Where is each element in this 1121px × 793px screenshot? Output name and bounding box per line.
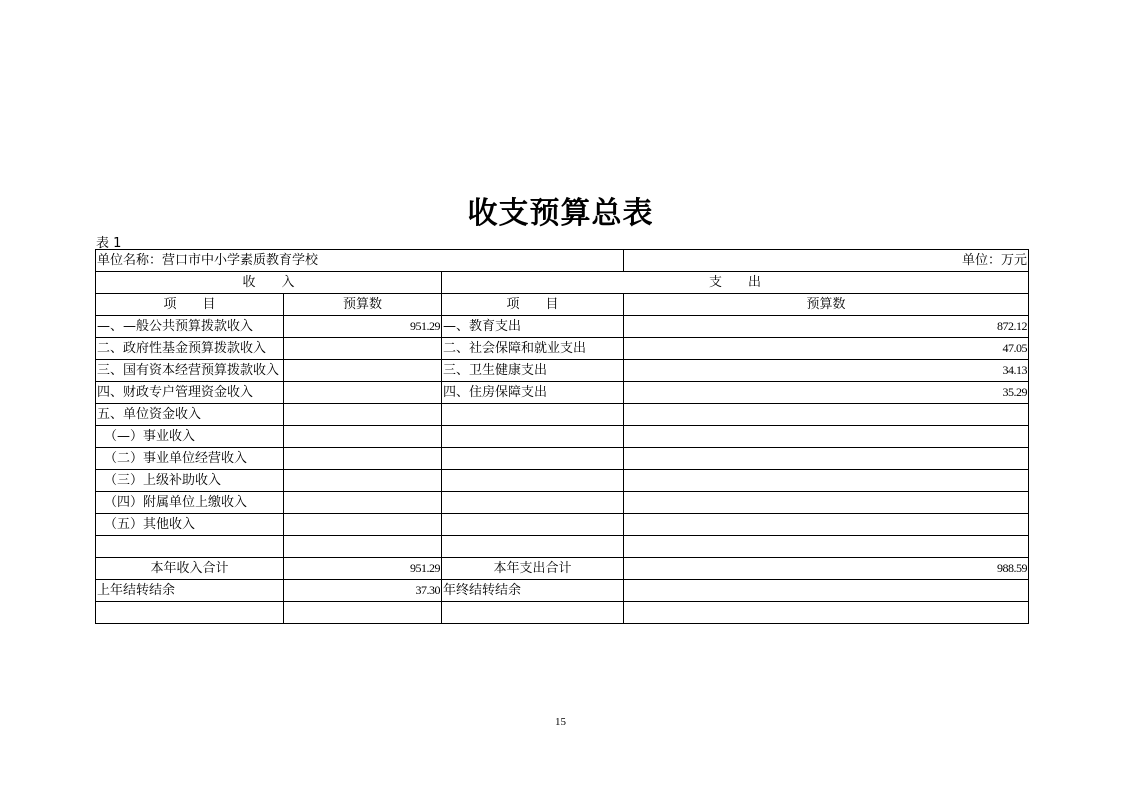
expense-value: 872.12 — [624, 316, 1029, 338]
table-row — [96, 514, 1029, 536]
budget-summary-table — [95, 249, 1029, 624]
income-value — [284, 514, 442, 536]
expense-item — [442, 470, 624, 492]
income-item: 二、政府性基金预算拨款收入 — [96, 338, 284, 360]
expense-value — [624, 470, 1029, 492]
unit-label: 单位：万元 — [624, 250, 1029, 272]
unit-name: 单位名称：营口市中小学素质教育学校 — [96, 250, 624, 272]
expense-item — [442, 448, 624, 470]
expense-value: 47.05 — [624, 338, 1029, 360]
carry-out-value — [624, 580, 1029, 602]
expense-value: 35.29 — [624, 382, 1029, 404]
income-value — [284, 470, 442, 492]
blank-cell — [284, 602, 442, 624]
income-value — [284, 382, 442, 404]
expense-section-header: 支 出 — [442, 272, 1029, 294]
table-row — [96, 404, 1029, 426]
expense-item: —、教育支出 — [442, 316, 624, 338]
expense-value — [624, 404, 1029, 426]
income-item: （四）附属单位上缴收入 — [96, 492, 284, 514]
income-value — [284, 492, 442, 514]
total-income-value: 951.29 — [284, 558, 442, 580]
expense-value — [624, 514, 1029, 536]
expense-item: 二、社会保障和就业支出 — [442, 338, 624, 360]
income-item: 四、财政专户管理资金收入 — [96, 382, 284, 404]
section-header-row — [96, 272, 1029, 294]
expense-item: 四、住房保障支出 — [442, 382, 624, 404]
total-income-label: 本年收入合计 — [96, 558, 284, 580]
income-item: —、—般公共预算拨款收入 — [96, 316, 284, 338]
income-budget-header: 预算数 — [284, 294, 442, 316]
column-header-row — [96, 294, 1029, 316]
blank-cell — [96, 602, 284, 624]
page-number: 15 — [555, 716, 566, 728]
expense-value: 34.13 — [624, 360, 1029, 382]
table-label: 表 1 — [96, 236, 122, 251]
expense-item-header: 项 目 — [442, 294, 624, 316]
income-value — [284, 338, 442, 360]
table-row — [96, 448, 1029, 470]
carry-in-value: 37.30 — [284, 580, 442, 602]
income-value — [284, 404, 442, 426]
expense-item: 三、卫生健康支出 — [442, 360, 624, 382]
income-value — [284, 426, 442, 448]
income-item: 五、单位资金收入 — [96, 404, 284, 426]
income-section-header: 收 入 — [96, 272, 442, 294]
expense-budget-header: 预算数 — [624, 294, 1029, 316]
income-value — [284, 536, 442, 558]
income-value — [284, 360, 442, 382]
document-title: 收支预算总表 — [467, 196, 654, 231]
expense-item — [442, 492, 624, 514]
income-item: （三）上级补助收入 — [96, 470, 284, 492]
table-row — [96, 426, 1029, 448]
table-row — [96, 338, 1029, 360]
expense-item — [442, 514, 624, 536]
table-row — [96, 492, 1029, 514]
total-row — [96, 558, 1029, 580]
income-item: 三、国有资本经营预算拨款收入 — [96, 360, 284, 382]
blank-cell — [624, 602, 1029, 624]
income-item: （五）其他收入 — [96, 514, 284, 536]
expense-value — [624, 492, 1029, 514]
carry-in-label: 上年结转结余 — [96, 580, 284, 602]
table-row — [96, 382, 1029, 404]
table-row — [96, 360, 1029, 382]
total-expense-value: 988.59 — [624, 558, 1029, 580]
expense-item — [442, 426, 624, 448]
income-item-header: 项 目 — [96, 294, 284, 316]
income-item: （二）事业单位经营收入 — [96, 448, 284, 470]
unit-header-row — [96, 250, 1029, 272]
income-value: 951.29 — [284, 316, 442, 338]
expense-value — [624, 536, 1029, 558]
carry-out-label: 年终结转结余 — [442, 580, 624, 602]
blank-cell — [442, 602, 624, 624]
blank-row — [96, 602, 1029, 624]
table-row — [96, 536, 1029, 558]
expense-value — [624, 426, 1029, 448]
income-item: （—）事业收入 — [96, 426, 284, 448]
income-value — [284, 448, 442, 470]
expense-item — [442, 536, 624, 558]
expense-item — [442, 404, 624, 426]
table-row — [96, 470, 1029, 492]
expense-value — [624, 448, 1029, 470]
carryover-row — [96, 580, 1029, 602]
income-item — [96, 536, 284, 558]
table-row — [96, 316, 1029, 338]
total-expense-label: 本年支出合计 — [442, 558, 624, 580]
